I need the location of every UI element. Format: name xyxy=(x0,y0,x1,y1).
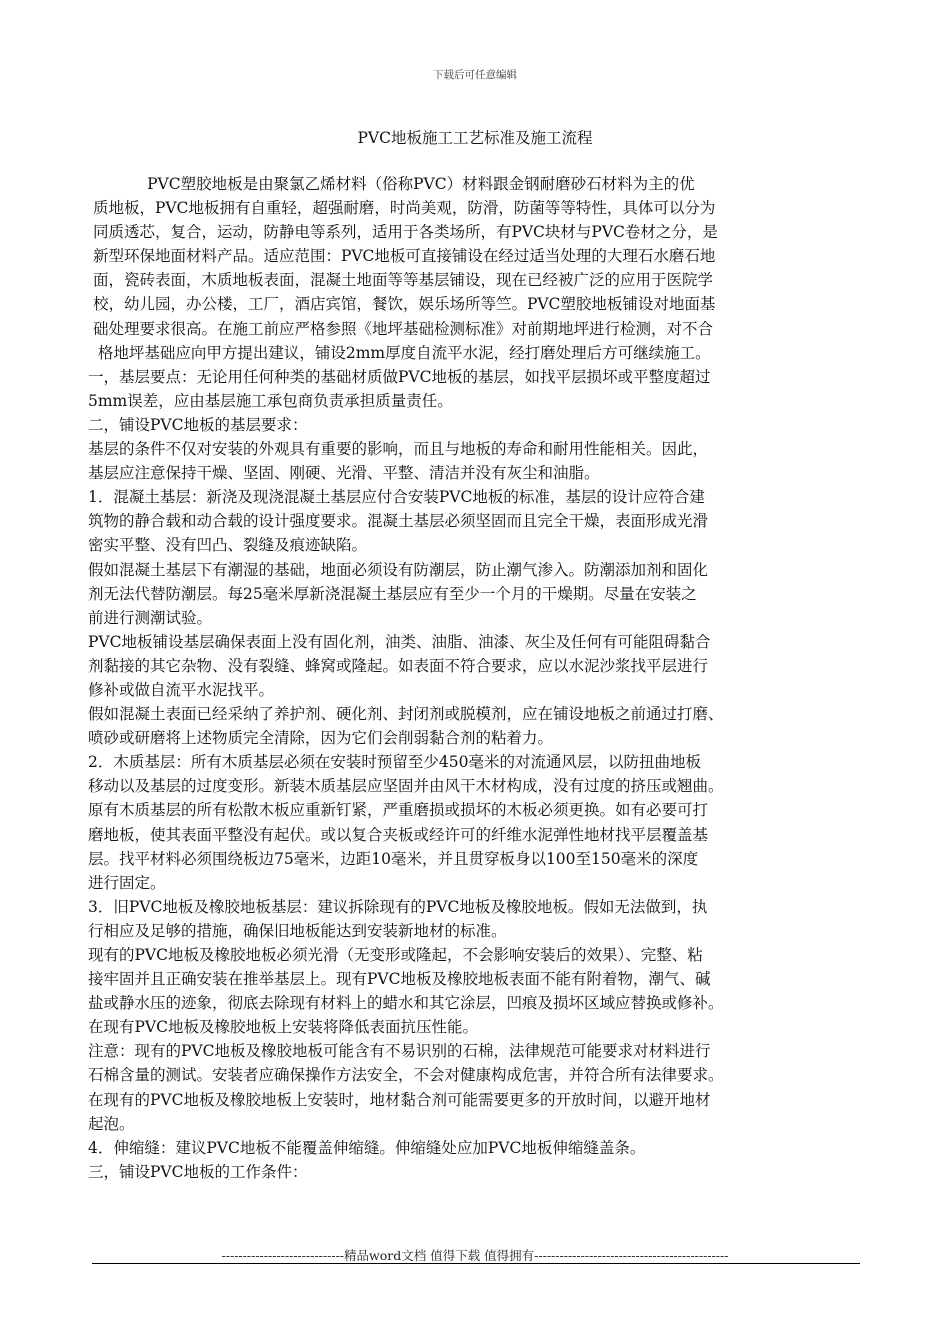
asbestos-note-paragraph: 注意：现有的PVC地板及橡胶地板可能含有不易识别的石棉，法律规范可能要求对材料进行 石棉含量的测试。安装者应确保操作方法安全，不会对健康构成危害，并符合所有法律要求。 在现有的PVC地板及橡胶地板上安装时，地材黏合剂可能需要更多的开放时间，以避开地材 起泡。 xyxy=(88,1042,724,1133)
intro-paragraph: PVC塑胶地板是由聚氯乙烯材料（俗称PVC）材料跟金钢耐磨砂石材料为主的优 质地板，PVC地板拥有自重轻，超强耐磨，时尚美观，防滑，防菌等等特性，具体可以分为 同质透芯，复合，运动，防静电等系列，适用于各类场所，有PVC块材与PVC卷材之分，是 新型环保地面材料产品。适应范围：PVC地板可直接铺设在经过适当处理的大理石水磨石地 面，瓷砖表面，木质地板表面，混凝土地面等等基层铺设，现在已经被广泛的应用于医院学 校，幼儿园，办公楼，工厂，酒店宾馆，餐饮，娱乐场所等竺。PVC塑胶地板铺设对地面基 础处理要求很高。在施工前应严格参照《地坪基础检测标准》对前期地坪进行检测，对不合 格地坪基础应向甲方提出建议，铺设2mm厚度自流平水泥，经打磨处理后方可继续施工。 xyxy=(92,175,718,362)
section-2-heading: 二，铺设PVC地板的基层要求： xyxy=(88,415,308,434)
curing-agent-paragraph: 假如混凝土表面已经采纳了养护剂、硬化剂、封闭剂或脱模剂，应在铺设地板之前通过打磨、 喷砂或研磨将上述物质完全清除，因为它们会削弱黏合剂的粘着力。 xyxy=(88,705,724,748)
document-body xyxy=(88,172,862,1184)
existing-pvc-paragraph: 现有的PVC地板及橡胶地板必须光滑（无变形或隆起，不会影响安装后的效果）、完整、粘 接牢固并且正确安装在推举基层上。现有PVC地板及橡胶地板表面不能有附着物，潮气、碱 盐或静水压的迹象，彻底去除现有材料上的蜡水和其它涂层，凹痕及损坏区域应替换或修补。 在现有PVC地板及橡胶地板上安装将降低表面抗压性能。 xyxy=(88,946,724,1037)
base-conditions-paragraph: 基层的条件不仅对安装的外观具有重要的影响，而且与地板的寿命和耐用性能相关。因此， 基层应注意保持干燥、坚固、刚硬、光滑、平整、清洁并没有灰尘和油脂。 xyxy=(88,440,709,483)
section-1-base-key-points: 一，基层要点：无论用任何种类的基础材质做PVC地板的基层，如找平层损坏或平整度超过 5mm误差，应由基层施工承包商负责承担质量责任。 xyxy=(88,367,711,410)
document-title: PVC地板施工工艺标准及施工流程 xyxy=(357,129,593,147)
expansion-joint-paragraph: 4．伸缩缝：建议PVC地板不能覆盖伸缩缝。伸缩缝处应加PVC地板伸缩缝盖条。 xyxy=(88,1138,646,1157)
footer-rule xyxy=(92,1263,860,1264)
wood-base-paragraph: 2．木质基层：所有木质基层必须在安装时预留至少450毫米的对流通风层，以防扭曲地板 移动以及基层的过度变形。新装木质基层应坚固并由风干木材构成，没有过度的挤压或翘曲。 原有木质基层的所有松散木板应重新钉紧，严重磨损或损坏的木板必须更换。如有必要可打 磨地板，使其表面平整没有起伏。或以复合夹板或经许可的纤维水泥弹性地材找平层覆盖基 层。找平材料必须围绕板边75毫米，边距10毫米，并且贯穿板身以100至150毫米的深度 进行固定。 xyxy=(88,753,724,892)
footer-text: -----------------------------精品word文档 值得下载 值得拥有---------------------------------------------- xyxy=(221,1248,729,1263)
header-note: 下载后可任意编辑 xyxy=(433,69,517,81)
old-pvc-base-paragraph: 3．旧PVC地板及橡胶地板基层：建议拆除现有的PVC地板及橡胶地板。假如无法做到，执 行相应及足够的措施，确保旧地板能达到安装新地材的标准。 xyxy=(88,897,708,940)
concrete-base-paragraph: 1．混凝土基层：新浇及现浇混凝土基层应付合安装PVC地板的标准，基层的设计应符合建 筑物的静合载和动合载的设计强度要求。混凝土基层必须坚固而且完全干燥，表面形成光滑 密实平整、没有凹凸、裂缝及痕迹缺陷。 xyxy=(88,488,709,555)
section-3-heading: 三，铺设PVC地板的工作条件： xyxy=(88,1162,308,1181)
moisture-paragraph: 假如混凝土基层下有潮湿的基础，地面必须设有防潮层，防止潮气渗入。防潮添加剂和固化 剂无法代替防潮层。每25毫米厚新浇混凝土基层应有至少一个月的干燥期。尽量在安装之 前进行测潮试验。 xyxy=(88,560,709,627)
surface-contaminants-paragraph: PVC地板铺设基层确保表面上没有固化剂，油类、油脂、油漆、灰尘及任何有可能阻碍黏合 剂黏接的其它杂物、没有裂缝、蜂窝或隆起。如表面不符合要求，应以水泥沙浆找平层进行 修补或做自流平水泥找平。 xyxy=(88,632,711,699)
